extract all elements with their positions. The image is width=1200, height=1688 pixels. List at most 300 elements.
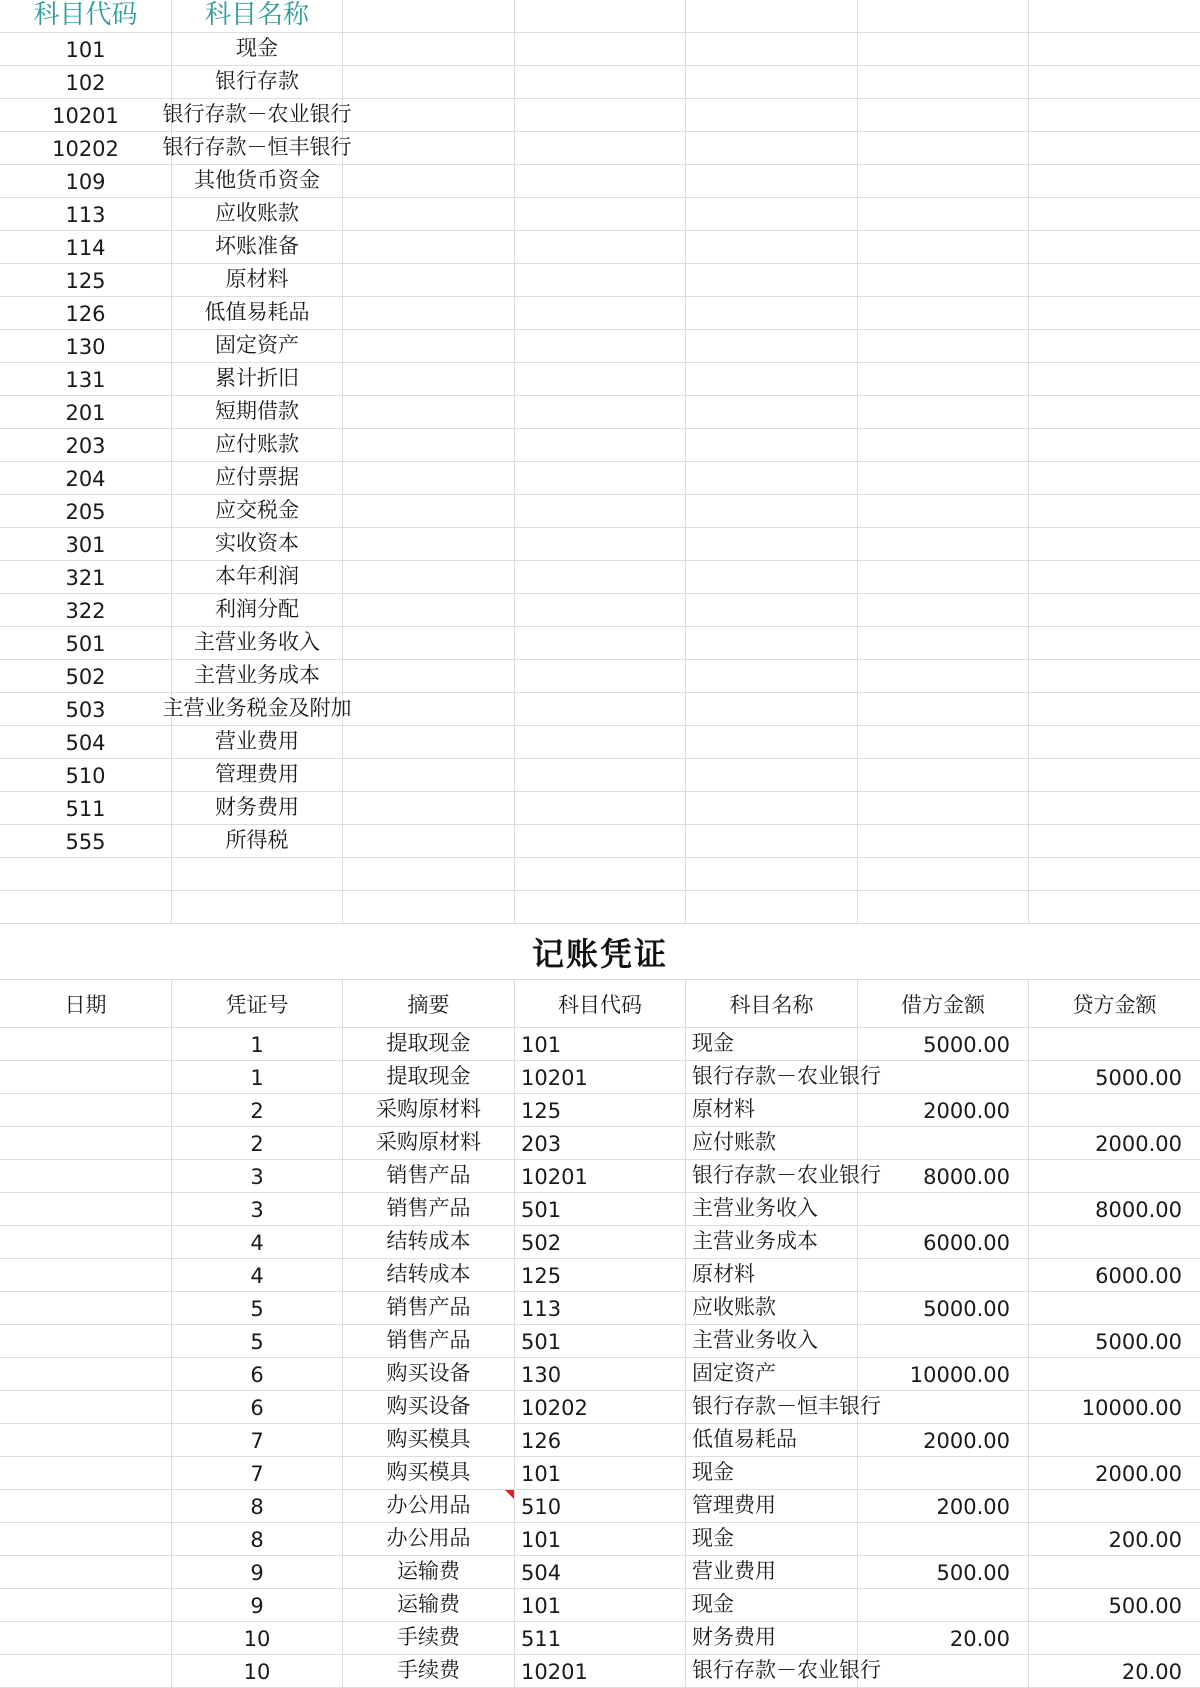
date-cell[interactable] bbox=[0, 1094, 172, 1126]
voucher-cell[interactable]: 8 bbox=[172, 1490, 343, 1522]
empty-cell[interactable] bbox=[1029, 99, 1200, 131]
empty-cell[interactable] bbox=[858, 726, 1029, 758]
debit-cell[interactable] bbox=[858, 1523, 1029, 1555]
empty-cell[interactable] bbox=[515, 429, 686, 461]
empty-cell[interactable] bbox=[858, 495, 1029, 527]
debit-cell[interactable] bbox=[858, 1391, 1029, 1423]
date-cell[interactable] bbox=[0, 1589, 172, 1621]
credit-cell[interactable]: 10000.00 bbox=[1081, 1396, 1182, 1420]
summary-cell[interactable]: 手续费 bbox=[343, 1622, 515, 1654]
empty-cell[interactable] bbox=[858, 231, 1029, 263]
empty-cell[interactable] bbox=[686, 99, 858, 131]
account-code-cell[interactable]: 321 bbox=[0, 561, 172, 593]
summary-cell[interactable]: 办公用品 bbox=[343, 1523, 515, 1555]
empty-cell[interactable] bbox=[515, 66, 686, 98]
empty-cell[interactable] bbox=[515, 0, 686, 32]
empty-cell[interactable] bbox=[686, 495, 858, 527]
empty-cell[interactable] bbox=[858, 462, 1029, 494]
empty-cell[interactable] bbox=[515, 33, 686, 65]
voucher-cell[interactable]: 2 bbox=[172, 1094, 343, 1126]
account-code-cell[interactable]: 114 bbox=[0, 231, 172, 263]
empty-cell[interactable] bbox=[858, 396, 1029, 428]
date-cell[interactable] bbox=[0, 1424, 172, 1456]
code-cell[interactable]: 125 bbox=[515, 1259, 686, 1291]
account-name-cell[interactable]: 固定资产 bbox=[172, 330, 343, 362]
empty-cell[interactable] bbox=[343, 528, 515, 560]
account-name-cell[interactable]: 所得税 bbox=[172, 825, 343, 857]
code-cell[interactable]: 511 bbox=[515, 1622, 686, 1654]
name-cell[interactable]: 财务费用 bbox=[686, 1622, 858, 1654]
account-name-cell[interactable]: 应收账款 bbox=[172, 198, 343, 230]
credit-cell[interactable]: 8000.00 bbox=[1095, 1198, 1182, 1222]
debit-cell[interactable] bbox=[858, 1193, 1029, 1225]
account-code-cell[interactable]: 511 bbox=[0, 792, 172, 824]
debit-cell[interactable]: 8000.00 bbox=[858, 1160, 1029, 1192]
debit-cell[interactable]: 500.00 bbox=[858, 1556, 1029, 1588]
empty-cell[interactable] bbox=[686, 627, 858, 659]
journal-title-row[interactable] bbox=[0, 924, 1200, 980]
empty-cell[interactable] bbox=[858, 528, 1029, 560]
empty-cell[interactable] bbox=[515, 231, 686, 263]
empty-cell[interactable] bbox=[1029, 264, 1200, 296]
debit-cell[interactable]: 5000.00 bbox=[858, 1292, 1029, 1324]
debit-cell[interactable] bbox=[858, 1457, 1029, 1489]
empty-cell[interactable] bbox=[858, 330, 1029, 362]
empty-cell[interactable] bbox=[343, 594, 515, 626]
account-name-cell[interactable]: 本年利润 bbox=[172, 561, 343, 593]
code-cell[interactable]: 510 bbox=[515, 1490, 686, 1522]
empty-cell[interactable] bbox=[343, 726, 515, 758]
account-code-cell[interactable]: 126 bbox=[0, 297, 172, 329]
debit-cell[interactable] bbox=[858, 1655, 1029, 1687]
empty-cell[interactable] bbox=[686, 231, 858, 263]
empty-cell[interactable] bbox=[686, 693, 858, 725]
voucher-cell[interactable]: 5 bbox=[172, 1292, 343, 1324]
debit-cell[interactable]: 2000.00 bbox=[858, 1424, 1029, 1456]
date-cell[interactable] bbox=[0, 1160, 172, 1192]
account-code-cell[interactable]: 502 bbox=[0, 660, 172, 692]
empty-cell[interactable] bbox=[343, 231, 515, 263]
debit-cell[interactable] bbox=[858, 1259, 1029, 1291]
date-cell[interactable] bbox=[0, 1325, 172, 1357]
account-name-cell[interactable]: 实收资本 bbox=[172, 528, 343, 560]
empty-cell[interactable] bbox=[1029, 627, 1200, 659]
account-name-cell[interactable]: 管理费用 bbox=[172, 759, 343, 791]
summary-cell[interactable]: 提取现金 bbox=[343, 1061, 515, 1093]
credit-cell[interactable]: 2000.00 bbox=[1095, 1462, 1182, 1486]
name-cell[interactable]: 原材料 bbox=[686, 1094, 858, 1126]
empty-cell[interactable] bbox=[858, 99, 1029, 131]
empty-cell[interactable] bbox=[1029, 495, 1200, 527]
empty-cell[interactable] bbox=[1029, 528, 1200, 560]
summary-cell[interactable]: 销售产品 bbox=[343, 1193, 515, 1225]
empty-cell[interactable] bbox=[1029, 165, 1200, 197]
summary-cell[interactable]: 销售产品 bbox=[343, 1292, 515, 1324]
empty-cell[interactable] bbox=[686, 66, 858, 98]
summary-cell[interactable]: 采购原材料 bbox=[343, 1127, 515, 1159]
voucher-cell[interactable]: 9 bbox=[172, 1589, 343, 1621]
credit-cell[interactable] bbox=[1029, 1028, 1200, 1060]
empty-cell[interactable] bbox=[343, 264, 515, 296]
voucher-cell[interactable]: 7 bbox=[172, 1457, 343, 1489]
code-cell[interactable]: 130 bbox=[515, 1358, 686, 1390]
name-cell[interactable]: 银行存款－农业银行 bbox=[686, 1061, 858, 1093]
empty-cell[interactable] bbox=[686, 363, 858, 395]
code-cell[interactable]: 101 bbox=[515, 1457, 686, 1489]
credit-cell[interactable]: 200.00 bbox=[1108, 1528, 1182, 1552]
date-cell[interactable] bbox=[0, 1127, 172, 1159]
debit-cell[interactable]: 5000.00 bbox=[858, 1028, 1029, 1060]
empty-cell[interactable] bbox=[1029, 825, 1200, 857]
accounts-name-header[interactable]: 科目名称 bbox=[172, 0, 343, 32]
account-code-cell[interactable]: 113 bbox=[0, 198, 172, 230]
empty-cell[interactable] bbox=[515, 264, 686, 296]
name-cell[interactable]: 固定资产 bbox=[686, 1358, 858, 1390]
credit-cell[interactable] bbox=[1029, 1490, 1200, 1522]
account-name-cell[interactable]: 营业费用 bbox=[172, 726, 343, 758]
account-code-cell[interactable]: 201 bbox=[0, 396, 172, 428]
empty-cell[interactable] bbox=[858, 594, 1029, 626]
account-code-cell[interactable]: 555 bbox=[0, 825, 172, 857]
code-cell[interactable]: 10201 bbox=[515, 1061, 686, 1093]
empty-cell[interactable] bbox=[686, 891, 858, 923]
date-cell[interactable] bbox=[0, 1193, 172, 1225]
date-cell[interactable] bbox=[0, 1391, 172, 1423]
date-cell[interactable] bbox=[0, 1523, 172, 1555]
code-cell[interactable]: 101 bbox=[515, 1028, 686, 1060]
name-cell[interactable]: 应收账款 bbox=[686, 1292, 858, 1324]
voucher-cell[interactable]: 8 bbox=[172, 1523, 343, 1555]
empty-cell[interactable] bbox=[1029, 792, 1200, 824]
account-name-cell[interactable]: 主营业务税金及附加 bbox=[172, 693, 343, 725]
date-cell[interactable] bbox=[0, 1292, 172, 1324]
empty-cell[interactable] bbox=[1029, 132, 1200, 164]
summary-cell[interactable]: 购买模具 bbox=[343, 1424, 515, 1456]
empty-cell[interactable] bbox=[686, 528, 858, 560]
empty-cell[interactable] bbox=[515, 561, 686, 593]
empty-cell[interactable] bbox=[858, 759, 1029, 791]
account-code-cell[interactable]: 322 bbox=[0, 594, 172, 626]
summary-cell[interactable]: 结转成本 bbox=[343, 1259, 515, 1291]
summary-cell[interactable]: 销售产品 bbox=[343, 1325, 515, 1357]
name-header[interactable]: 科目名称 bbox=[686, 980, 858, 1027]
empty-cell[interactable] bbox=[343, 165, 515, 197]
account-code-cell[interactable]: 301 bbox=[0, 528, 172, 560]
voucher-cell[interactable]: 9 bbox=[172, 1556, 343, 1588]
name-cell[interactable]: 银行存款－农业银行 bbox=[686, 1655, 858, 1687]
empty-cell[interactable] bbox=[515, 594, 686, 626]
account-code-cell[interactable]: 10201 bbox=[0, 99, 172, 131]
empty-cell[interactable] bbox=[515, 726, 686, 758]
account-name-cell[interactable]: 坏账准备 bbox=[172, 231, 343, 263]
credit-cell[interactable] bbox=[1029, 1358, 1200, 1390]
empty-cell[interactable] bbox=[515, 330, 686, 362]
empty-cell[interactable] bbox=[172, 858, 343, 890]
empty-cell[interactable] bbox=[1029, 759, 1200, 791]
name-cell[interactable]: 主营业务收入 bbox=[686, 1193, 858, 1225]
code-cell[interactable]: 126 bbox=[515, 1424, 686, 1456]
accounts-code-header[interactable]: 科目代码 bbox=[0, 0, 172, 32]
empty-cell[interactable] bbox=[858, 132, 1029, 164]
voucher-cell[interactable]: 4 bbox=[172, 1226, 343, 1258]
account-name-cell[interactable]: 财务费用 bbox=[172, 792, 343, 824]
credit-cell[interactable]: 500.00 bbox=[1108, 1594, 1182, 1618]
empty-cell[interactable] bbox=[515, 495, 686, 527]
account-name-cell[interactable]: 现金 bbox=[172, 33, 343, 65]
account-code-cell[interactable]: 504 bbox=[0, 726, 172, 758]
empty-cell[interactable] bbox=[858, 891, 1029, 923]
account-name-cell[interactable]: 银行存款－农业银行 bbox=[172, 99, 343, 131]
empty-cell[interactable] bbox=[343, 825, 515, 857]
empty-cell[interactable] bbox=[343, 858, 515, 890]
account-code-cell[interactable]: 203 bbox=[0, 429, 172, 461]
empty-cell[interactable] bbox=[858, 264, 1029, 296]
date-cell[interactable] bbox=[0, 1622, 172, 1654]
name-cell[interactable]: 现金 bbox=[686, 1028, 858, 1060]
name-cell[interactable]: 应付账款 bbox=[686, 1127, 858, 1159]
code-cell[interactable]: 10202 bbox=[515, 1391, 686, 1423]
empty-cell[interactable] bbox=[343, 33, 515, 65]
empty-cell[interactable] bbox=[515, 858, 686, 890]
empty-cell[interactable] bbox=[1029, 858, 1200, 890]
empty-cell[interactable] bbox=[0, 891, 172, 923]
summary-cell[interactable]: 手续费 bbox=[343, 1655, 515, 1687]
empty-cell[interactable] bbox=[343, 363, 515, 395]
empty-cell[interactable] bbox=[686, 462, 858, 494]
code-header[interactable]: 科目代码 bbox=[515, 980, 686, 1027]
account-name-cell[interactable]: 应付票据 bbox=[172, 462, 343, 494]
account-code-cell[interactable]: 501 bbox=[0, 627, 172, 659]
voucher-cell[interactable]: 10 bbox=[172, 1655, 343, 1687]
account-name-cell[interactable]: 累计折旧 bbox=[172, 363, 343, 395]
credit-cell[interactable]: 5000.00 bbox=[1095, 1330, 1182, 1354]
account-name-cell[interactable]: 低值易耗品 bbox=[172, 297, 343, 329]
name-cell[interactable]: 营业费用 bbox=[686, 1556, 858, 1588]
code-cell[interactable]: 203 bbox=[515, 1127, 686, 1159]
name-cell[interactable]: 主营业务收入 bbox=[686, 1325, 858, 1357]
credit-cell[interactable] bbox=[1029, 1226, 1200, 1258]
account-code-cell[interactable]: 102 bbox=[0, 66, 172, 98]
empty-cell[interactable] bbox=[343, 330, 515, 362]
name-cell[interactable]: 现金 bbox=[686, 1589, 858, 1621]
credit-cell[interactable]: 5000.00 bbox=[1095, 1066, 1182, 1090]
empty-cell[interactable] bbox=[858, 33, 1029, 65]
empty-cell[interactable] bbox=[1029, 726, 1200, 758]
empty-cell[interactable] bbox=[686, 264, 858, 296]
summary-cell[interactable]: 结转成本 bbox=[343, 1226, 515, 1258]
summary-cell[interactable]: 购买设备 bbox=[343, 1358, 515, 1390]
voucher-cell[interactable]: 6 bbox=[172, 1358, 343, 1390]
empty-cell[interactable] bbox=[1029, 198, 1200, 230]
empty-cell[interactable] bbox=[858, 66, 1029, 98]
empty-cell[interactable] bbox=[858, 627, 1029, 659]
comment-indicator-icon[interactable] bbox=[505, 1490, 514, 1499]
empty-cell[interactable] bbox=[1029, 561, 1200, 593]
date-cell[interactable] bbox=[0, 1490, 172, 1522]
date-cell[interactable] bbox=[0, 1358, 172, 1390]
voucher-cell[interactable]: 4 bbox=[172, 1259, 343, 1291]
voucher-cell[interactable]: 7 bbox=[172, 1424, 343, 1456]
empty-cell[interactable] bbox=[515, 99, 686, 131]
empty-cell[interactable] bbox=[1029, 0, 1200, 32]
empty-cell[interactable] bbox=[1029, 429, 1200, 461]
code-cell[interactable]: 504 bbox=[515, 1556, 686, 1588]
empty-cell[interactable] bbox=[1029, 660, 1200, 692]
date-cell[interactable] bbox=[0, 1457, 172, 1489]
empty-cell[interactable] bbox=[343, 429, 515, 461]
credit-header[interactable]: 贷方金额 bbox=[1072, 992, 1157, 1017]
summary-cell[interactable]: 运输费 bbox=[343, 1589, 515, 1621]
name-cell[interactable]: 银行存款－农业银行 bbox=[686, 1160, 858, 1192]
empty-cell[interactable] bbox=[1029, 363, 1200, 395]
empty-cell[interactable] bbox=[343, 891, 515, 923]
voucher-cell[interactable]: 10 bbox=[172, 1622, 343, 1654]
empty-cell[interactable] bbox=[858, 363, 1029, 395]
voucher-cell[interactable]: 6 bbox=[172, 1391, 343, 1423]
debit-cell[interactable] bbox=[858, 1127, 1029, 1159]
empty-cell[interactable] bbox=[343, 561, 515, 593]
name-cell[interactable]: 管理费用 bbox=[686, 1490, 858, 1522]
empty-cell[interactable] bbox=[343, 759, 515, 791]
voucher-cell[interactable]: 3 bbox=[172, 1193, 343, 1225]
account-name-cell[interactable]: 原材料 bbox=[172, 264, 343, 296]
credit-cell[interactable] bbox=[1029, 1292, 1200, 1324]
empty-cell[interactable] bbox=[858, 660, 1029, 692]
date-cell[interactable] bbox=[0, 1061, 172, 1093]
account-code-cell[interactable]: 101 bbox=[0, 33, 172, 65]
summary-cell[interactable]: 销售产品 bbox=[343, 1160, 515, 1192]
name-cell[interactable]: 原材料 bbox=[686, 1259, 858, 1291]
voucher-cell[interactable]: 3 bbox=[172, 1160, 343, 1192]
empty-cell[interactable] bbox=[1029, 396, 1200, 428]
empty-cell[interactable] bbox=[858, 297, 1029, 329]
summary-cell[interactable]: 购买设备 bbox=[343, 1391, 515, 1423]
empty-cell[interactable] bbox=[343, 792, 515, 824]
empty-cell[interactable] bbox=[515, 759, 686, 791]
date-cell[interactable] bbox=[0, 1259, 172, 1291]
name-cell[interactable]: 现金 bbox=[686, 1457, 858, 1489]
voucher-cell[interactable]: 5 bbox=[172, 1325, 343, 1357]
empty-cell[interactable] bbox=[858, 693, 1029, 725]
empty-cell[interactable] bbox=[515, 627, 686, 659]
debit-cell[interactable] bbox=[858, 1061, 1029, 1093]
empty-cell[interactable] bbox=[515, 297, 686, 329]
empty-cell[interactable] bbox=[515, 198, 686, 230]
empty-cell[interactable] bbox=[1029, 594, 1200, 626]
empty-cell[interactable] bbox=[686, 858, 858, 890]
account-code-cell[interactable]: 510 bbox=[0, 759, 172, 791]
empty-cell[interactable] bbox=[686, 330, 858, 362]
empty-cell[interactable] bbox=[686, 132, 858, 164]
voucher-header[interactable]: 凭证号 bbox=[172, 980, 343, 1027]
empty-cell[interactable] bbox=[686, 660, 858, 692]
empty-cell[interactable] bbox=[343, 0, 515, 32]
empty-cell[interactable] bbox=[343, 495, 515, 527]
empty-cell[interactable] bbox=[686, 165, 858, 197]
account-name-cell[interactable]: 银行存款－恒丰银行 bbox=[172, 132, 343, 164]
account-code-cell[interactable]: 109 bbox=[0, 165, 172, 197]
empty-cell[interactable] bbox=[686, 561, 858, 593]
empty-cell[interactable] bbox=[686, 726, 858, 758]
empty-cell[interactable] bbox=[1029, 33, 1200, 65]
summary-cell[interactable]: 提取现金 bbox=[343, 1028, 515, 1060]
code-cell[interactable]: 113 bbox=[515, 1292, 686, 1324]
empty-cell[interactable] bbox=[515, 660, 686, 692]
empty-cell[interactable] bbox=[172, 891, 343, 923]
code-cell[interactable]: 101 bbox=[515, 1589, 686, 1621]
empty-cell[interactable] bbox=[1029, 891, 1200, 923]
summary-cell[interactable]: 办公用品 bbox=[343, 1490, 515, 1522]
code-cell[interactable]: 10201 bbox=[515, 1160, 686, 1192]
empty-cell[interactable] bbox=[686, 594, 858, 626]
debit-cell[interactable]: 6000.00 bbox=[858, 1226, 1029, 1258]
code-cell[interactable]: 10201 bbox=[515, 1655, 686, 1687]
empty-cell[interactable] bbox=[858, 825, 1029, 857]
account-code-cell[interactable]: 205 bbox=[0, 495, 172, 527]
empty-cell[interactable] bbox=[515, 165, 686, 197]
account-name-cell[interactable]: 应付账款 bbox=[172, 429, 343, 461]
code-cell[interactable]: 502 bbox=[515, 1226, 686, 1258]
empty-cell[interactable] bbox=[1029, 693, 1200, 725]
credit-cell[interactable] bbox=[1029, 1160, 1200, 1192]
account-name-cell[interactable]: 短期借款 bbox=[172, 396, 343, 428]
empty-cell[interactable] bbox=[858, 561, 1029, 593]
empty-cell[interactable] bbox=[343, 660, 515, 692]
debit-header[interactable]: 借方金额 bbox=[858, 980, 1029, 1027]
empty-cell[interactable] bbox=[686, 33, 858, 65]
empty-cell[interactable] bbox=[686, 396, 858, 428]
debit-cell[interactable]: 10000.00 bbox=[858, 1358, 1029, 1390]
empty-cell[interactable] bbox=[515, 132, 686, 164]
account-name-cell[interactable]: 主营业务成本 bbox=[172, 660, 343, 692]
empty-cell[interactable] bbox=[1029, 66, 1200, 98]
empty-cell[interactable] bbox=[0, 858, 172, 890]
empty-cell[interactable] bbox=[515, 462, 686, 494]
empty-cell[interactable] bbox=[515, 363, 686, 395]
code-cell[interactable]: 125 bbox=[515, 1094, 686, 1126]
empty-cell[interactable] bbox=[343, 297, 515, 329]
voucher-cell[interactable]: 1 bbox=[172, 1028, 343, 1060]
account-name-cell[interactable]: 银行存款 bbox=[172, 66, 343, 98]
empty-cell[interactable] bbox=[1029, 231, 1200, 263]
credit-cell[interactable] bbox=[1029, 1622, 1200, 1654]
voucher-cell[interactable]: 1 bbox=[172, 1061, 343, 1093]
name-cell[interactable]: 主营业务成本 bbox=[686, 1226, 858, 1258]
account-name-cell[interactable]: 主营业务收入 bbox=[172, 627, 343, 659]
empty-cell[interactable] bbox=[515, 792, 686, 824]
empty-cell[interactable] bbox=[343, 627, 515, 659]
account-code-cell[interactable]: 10202 bbox=[0, 132, 172, 164]
empty-cell[interactable] bbox=[858, 198, 1029, 230]
debit-cell[interactable]: 20.00 bbox=[858, 1622, 1029, 1654]
empty-cell[interactable] bbox=[515, 528, 686, 560]
empty-cell[interactable] bbox=[515, 396, 686, 428]
date-header[interactable]: 日期 bbox=[0, 980, 172, 1027]
empty-cell[interactable] bbox=[686, 0, 858, 32]
credit-cell[interactable] bbox=[1029, 1424, 1200, 1456]
name-cell[interactable]: 低值易耗品 bbox=[686, 1424, 858, 1456]
summary-header[interactable]: 摘要 bbox=[343, 980, 515, 1027]
account-code-cell[interactable]: 130 bbox=[0, 330, 172, 362]
code-cell[interactable]: 101 bbox=[515, 1523, 686, 1555]
summary-cell[interactable]: 采购原材料 bbox=[343, 1094, 515, 1126]
credit-cell[interactable] bbox=[1029, 1094, 1200, 1126]
account-name-cell[interactable]: 利润分配 bbox=[172, 594, 343, 626]
credit-cell[interactable]: 20.00 bbox=[1121, 1660, 1182, 1684]
summary-cell[interactable]: 购买模具 bbox=[343, 1457, 515, 1489]
empty-cell[interactable] bbox=[686, 759, 858, 791]
debit-cell[interactable] bbox=[858, 1325, 1029, 1357]
